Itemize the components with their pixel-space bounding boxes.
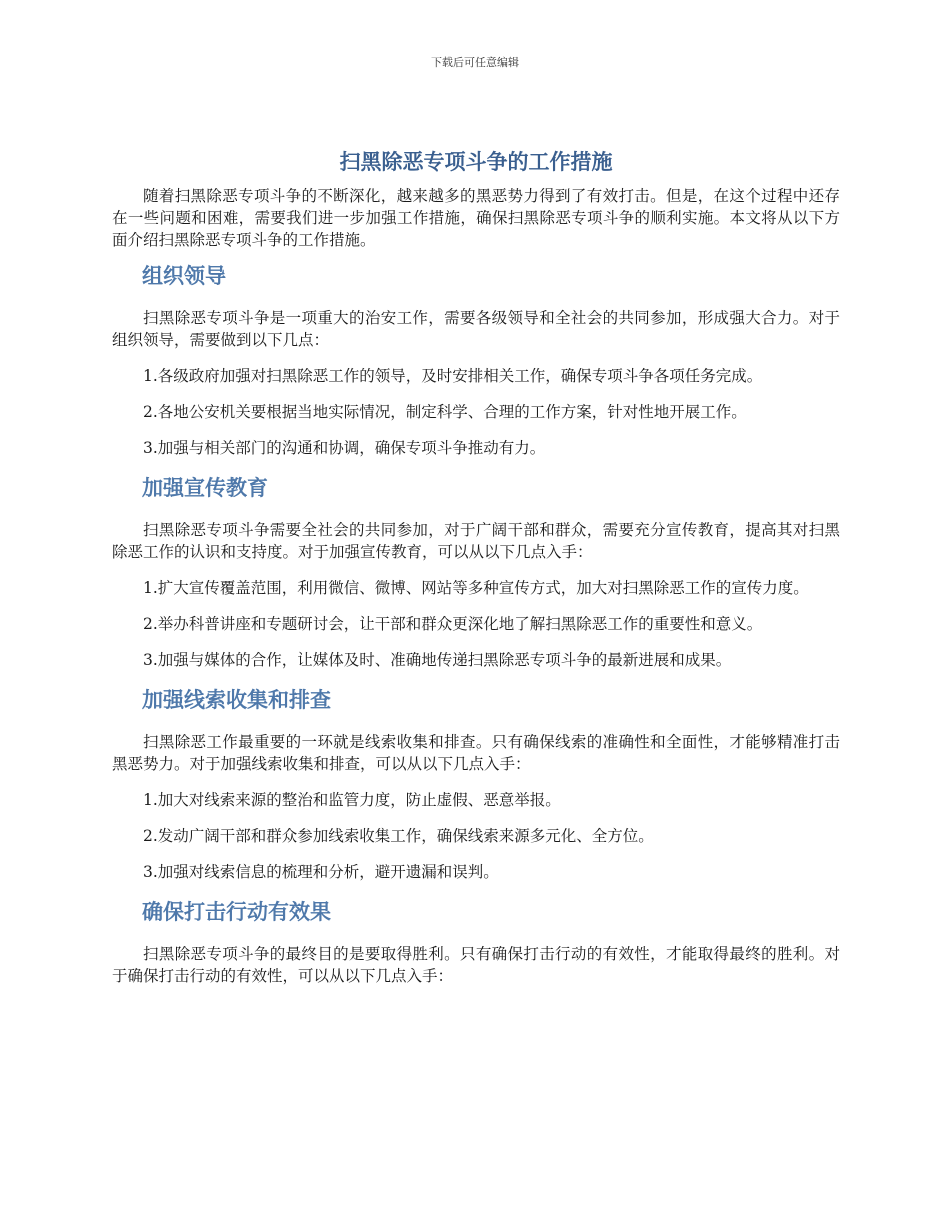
document-body: [112, 145, 840, 1001]
section-heading: 确保打击行动有效果: [142, 900, 331, 924]
section-heading: 加强线索收集和排查: [142, 688, 331, 712]
list-item: 2.发动广阔干部和群众参加线索收集工作，确保线索来源多元化、全方位。: [143, 827, 654, 845]
list-item: 1.各级政府加强对扫黑除恶工作的领导，及时安排相关工作，确保专项斗争各项任务完成。: [143, 367, 763, 385]
intro-paragraph: 随着扫黑除恶专项斗争的不断深化，越来越多的黑恶势力得到了有效打击。但是，在这个过程中还存在一些问题和困难，需要我们进一步加强工作措施，确保扫黑除恶专项斗争的顺利实施。本文将从以下方面介绍扫黑除恶专项斗争的工作措施。: [112, 187, 840, 249]
list-item: 1.扩大宣传覆盖范围，利用微信、微博、网站等多种宣传方式，加大对扫黑除恶工作的宣传力度。: [143, 579, 809, 597]
section-lead-paragraph: 扫黑除恶专项斗争需要全社会的共同参加，对于广阔干部和群众，需要充分宣传教育，提高其对扫黑除恶工作的认识和支持度。对于加强宣传教育，可以从以下几点入手：: [112, 521, 840, 561]
section-publicity-education: [112, 473, 840, 671]
list-item: 1.加大对线索来源的整治和监管力度，防止虚假、恶意举报。: [143, 791, 561, 809]
section-heading: 组织领导: [142, 264, 226, 288]
list-item: 2.各地公安机关要根据当地实际情况，制定科学、合理的工作方案，针对性地开展工作。: [143, 403, 747, 421]
section-clue-collection: [112, 685, 840, 883]
section-lead-paragraph: 扫黑除恶工作最重要的一环就是线索收集和排查。只有确保线索的准确性和全面性，才能够精准打击黑恶势力。对于加强线索收集和排查，可以从以下几点入手：: [112, 733, 840, 773]
section-heading: 加强宣传教育: [142, 476, 268, 500]
document-title: 扫黑除恶专项斗争的工作措施: [339, 150, 613, 174]
header-note: 下载后可任意编辑: [431, 56, 519, 69]
section-effective-action: [112, 897, 840, 987]
list-item: 3.加强对线索信息的梳理和分析，避开遗漏和误判。: [143, 863, 499, 881]
section-organization-leadership: [112, 261, 840, 459]
list-item: 2.举办科普讲座和专题研讨会，让干部和群众更深化地了解扫黑除恶工作的重要性和意义。: [143, 615, 763, 633]
section-lead-paragraph: 扫黑除恶专项斗争的最终目的是要取得胜利。只有确保打击行动的有效性，才能取得最终的胜利。对于确保打击行动的有效性，可以从以下几点入手：: [112, 945, 840, 985]
section-lead-paragraph: 扫黑除恶专项斗争是一项重大的治安工作，需要各级领导和全社会的共同参加，形成强大合力。对于组织领导，需要做到以下几点：: [112, 309, 840, 349]
list-item: 3.加强与媒体的合作，让媒体及时、准确地传递扫黑除恶专项斗争的最新进展和成果。: [143, 651, 732, 669]
list-item: 3.加强与相关部门的沟通和协调，确保专项斗争推动有力。: [143, 439, 546, 457]
